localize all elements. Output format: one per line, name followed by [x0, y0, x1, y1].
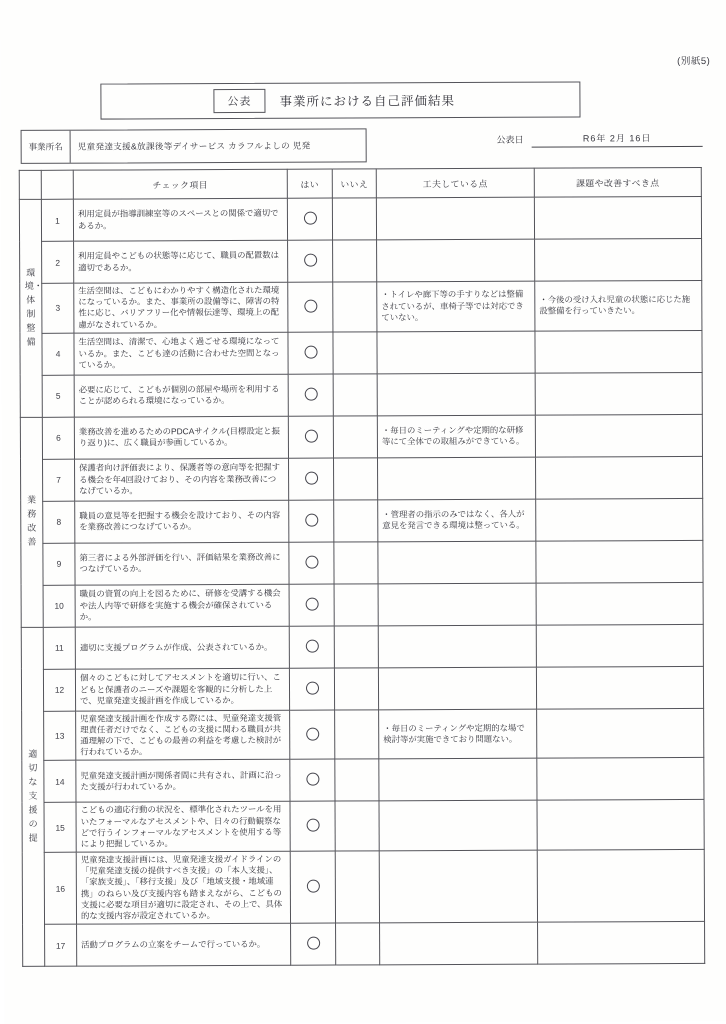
yes-circle-mark: [305, 639, 318, 652]
office-name-box: [21, 128, 367, 164]
table-row: [22, 758, 704, 803]
row-number: 16: [44, 852, 76, 924]
check-item-column-header: チェック項目: [73, 169, 287, 199]
table-row: [22, 849, 704, 924]
yes-answer-cell: [288, 332, 333, 374]
table-row: [20, 280, 702, 333]
issues-point-cell: [536, 624, 703, 667]
yes-answer-cell: [289, 500, 334, 542]
table-row: [20, 372, 702, 417]
yes-circle-mark: [304, 345, 317, 358]
category-label-text: 業務改善: [27, 495, 37, 548]
evaluation-table: [19, 167, 705, 967]
check-item-text: 第三者による外部評価を行い、評価結果を業務改善につなげているか。: [75, 542, 289, 585]
yes-answer-cell: [289, 626, 334, 668]
devised-point-cell: [379, 801, 537, 851]
row-number: 11: [43, 627, 75, 669]
category-label: [20, 417, 43, 627]
table-row: [21, 456, 703, 501]
no-answer-cell: [332, 198, 376, 240]
yes-answer-cell: [289, 668, 334, 710]
table-header-row: [19, 167, 701, 199]
yes-answer-cell: [290, 801, 335, 851]
issues-point-cell: [536, 498, 703, 541]
issues-point-cell: [535, 414, 702, 457]
no-answer-cell: [334, 500, 378, 542]
row-number: 12: [43, 669, 75, 711]
row-number: 15: [44, 803, 76, 853]
row-number: 9: [43, 543, 75, 585]
no-answer-cell: [333, 374, 377, 416]
issues-point-cell: ・今後の受け入れ児童の状態に応じた施設整備を行っていきたい。: [535, 280, 702, 330]
no-answer-cell: [334, 542, 378, 584]
devised-column-header: 工夫している点: [376, 168, 534, 198]
table-row: [21, 624, 703, 669]
check-item-text: 必要に応じて、こどもが個別の部屋や場所を利用することが認められる環境になっているか。: [74, 374, 288, 417]
yes-circle-mark: [304, 299, 317, 312]
yes-answer-cell: [291, 923, 336, 965]
table-row: [21, 666, 703, 711]
table-row: [21, 540, 703, 585]
table-row: [22, 708, 704, 761]
yes-circle-mark: [306, 727, 319, 740]
yes-answer-cell: [288, 416, 333, 458]
yes-circle-mark: [305, 681, 318, 694]
title-box: [100, 81, 580, 119]
devised-point-cell: [376, 197, 534, 240]
yes-circle-mark: [305, 555, 318, 568]
no-answer-cell: [335, 710, 379, 760]
devised-point-cell: [378, 457, 536, 500]
yes-answer-cell: [288, 282, 333, 332]
yes-answer-cell: [288, 240, 333, 282]
row-number: 4: [42, 333, 74, 375]
check-item-text: 児童発達支援計画が関係者間に共有され、計画に沿った支援が行われているか。: [76, 760, 290, 803]
yes-circle-mark: [304, 429, 317, 442]
no-answer-cell: [333, 240, 377, 282]
yes-circle-mark: [306, 819, 319, 832]
issues-point-cell: [535, 456, 702, 499]
row-number: 10: [43, 585, 75, 627]
no-answer-cell: [334, 458, 378, 500]
issues-point-cell: [534, 196, 701, 239]
check-item-text: 生活空間は、清潔で、心地よく過ごせる環境になっているか。また、こども達の活動に合わせた空間となっているか。: [74, 332, 288, 375]
table-row: [20, 330, 702, 375]
no-answer-cell: [335, 759, 379, 801]
devised-point-cell: [378, 541, 536, 584]
category-column-header: [19, 170, 41, 199]
check-item-text: 適切に支援プログラムが作成、公表されているか。: [75, 626, 289, 669]
yes-answer-cell: [290, 710, 335, 760]
check-item-text: 個々のこどもに対してアセスメントを適切に行い、こどもと保護者のニーズや課題を客観的に分析した上で、児童発達支援計画を作成しているか。: [75, 668, 289, 711]
check-item-text: 業務改善を進めるためのPDCAサイクル(目標設定と振り返り)に、広く職員が参画しているか。: [74, 416, 288, 459]
devised-point-cell: [377, 331, 535, 374]
issues-point-cell: [536, 540, 703, 583]
yes-circle-mark: [306, 880, 319, 893]
category-label-text: 適切な支援の提: [28, 748, 38, 843]
check-item-text: こどもの適応行動の状況を、標準化されたツールを用いたフォーマルなアセスメントや、日々の行動観察などで行うインフォーマルなアセスメントを使用する等により把握しているか。: [76, 802, 290, 853]
no-answer-cell: [336, 923, 380, 965]
no-answer-cell: [334, 626, 378, 668]
devised-point-cell: [379, 759, 537, 802]
yes-circle-mark: [305, 471, 318, 484]
row-number: 1: [41, 199, 73, 241]
table-row: [21, 582, 703, 627]
row-number: 5: [42, 375, 74, 417]
row-number: 13: [44, 711, 76, 761]
yes-answer-cell: [288, 374, 333, 416]
row-number: 14: [44, 761, 76, 803]
public-stamp: 公表: [213, 89, 265, 113]
yes-answer-cell: [290, 851, 335, 923]
devised-point-cell: [377, 239, 535, 282]
no-answer-cell: [335, 801, 379, 851]
table-row: [20, 414, 702, 459]
row-number: 8: [43, 501, 75, 543]
yes-circle-mark: [303, 212, 316, 225]
devised-point-cell: [377, 373, 535, 416]
office-name-label: 事業所名: [22, 131, 71, 163]
office-name-value: 児童発達支援&放課後等デイサービス カラフルよしの 児発: [77, 140, 311, 152]
table-row: [22, 800, 704, 853]
devised-point-cell: ・トイレや廊下等の手すりなどは整備されているが、車椅子等では対応できていない。: [377, 281, 535, 331]
no-answer-cell: [334, 584, 378, 626]
yes-column-header: はい: [287, 169, 332, 198]
yes-circle-mark: [305, 597, 318, 610]
devised-point-cell: ・毎日のミーティングや定期的な研修等にて全体での取組みができている。: [377, 415, 535, 458]
yes-answer-cell: [287, 198, 332, 240]
page-title: 事業所における自己評価結果: [279, 94, 455, 109]
category-label: [21, 627, 44, 966]
yes-circle-mark: [304, 254, 317, 267]
devised-point-cell: [379, 850, 537, 923]
row-number: 6: [42, 417, 74, 459]
row-number: 7: [43, 459, 75, 501]
issues-point-cell: [535, 372, 702, 415]
number-column-header: [41, 170, 73, 199]
devised-point-cell: [378, 625, 536, 668]
publish-date-value: R6年 2月 16日: [532, 131, 703, 148]
check-item-text: 職員の資質の向上を図るために、研修を受講する機会や法人内等で研修を実施する機会が確保されているか。: [75, 584, 289, 627]
issues-column-header: 課題や改善すべき点: [534, 167, 701, 197]
row-number: 3: [42, 283, 74, 333]
issues-point-cell: [537, 800, 704, 850]
check-item-text: 活動プログラムの立案をチームで行っているか。: [77, 923, 291, 966]
issues-point-cell: [538, 922, 705, 965]
category-label-text: 環境・体制整備: [24, 267, 43, 348]
row-number: 17: [45, 924, 77, 966]
check-item-text: 職員の意見等を把握する機会を設けており、その内容を業務改善につなげているか。: [75, 500, 289, 543]
issues-point-cell: [537, 849, 704, 922]
yes-answer-cell: [289, 458, 334, 500]
no-answer-cell: [334, 668, 378, 710]
corner-note: (別紙5): [677, 55, 711, 68]
no-answer-cell: [333, 332, 377, 374]
devised-point-cell: ・毎日のミーティングや定期的な場で検討等が実施できており問題ない。: [379, 709, 537, 759]
publish-date-row: [497, 131, 703, 148]
category-label: [19, 199, 42, 417]
table-row: [23, 922, 705, 967]
no-column-header: いいえ: [332, 169, 376, 198]
no-answer-cell: [335, 851, 379, 923]
issues-point-cell: [537, 758, 704, 801]
issues-point-cell: [536, 582, 703, 625]
devised-point-cell: [378, 667, 536, 710]
yes-circle-mark: [304, 387, 317, 400]
row-number: 2: [42, 241, 74, 283]
publish-date-label: 公表日: [496, 134, 524, 145]
devised-point-cell: [378, 583, 536, 626]
table-row: [19, 196, 701, 241]
issues-point-cell: [536, 666, 703, 709]
no-answer-cell: [333, 416, 377, 458]
issues-point-cell: [535, 238, 702, 281]
check-item-text: 児童発達支援計画を作成する際には、児童発達支援管理責任者だけでなく、こどもの支援に関わる職員が共通理解の下で、こどもの最善の利益を考慮した検討が行われているか。: [76, 710, 290, 761]
yes-circle-mark: [306, 773, 319, 786]
devised-point-cell: ・管理者の指示のみではなく、各人が意見を発言できる環境は整っている。: [378, 499, 536, 542]
table-row: [21, 498, 703, 543]
issues-point-cell: [537, 708, 704, 758]
yes-circle-mark: [305, 513, 318, 526]
check-item-text: 利用定員が指導訓練室等のスペースとの関係で適切であるか。: [73, 198, 287, 241]
devised-point-cell: [380, 922, 538, 965]
issues-point-cell: [535, 330, 702, 373]
check-item-text: 保護者向け評価表により、保護者等の意向等を把握する機会を年4回設けており、その内容を業務改善につなげているか。: [75, 458, 289, 501]
yes-answer-cell: [290, 759, 335, 801]
yes-answer-cell: [289, 584, 334, 626]
table-row: [20, 238, 702, 283]
yes-answer-cell: [289, 542, 334, 584]
no-answer-cell: [333, 282, 377, 332]
check-item-text: 利用定員やこどもの状態等に応じて、職員の配置数は適切であるか。: [74, 240, 288, 283]
check-item-text: 生活空間は、こどもにわかりやすく構造化された環境になっているか。また、事業所の設備等に、障害の特性に応じ、バリアフリー化や情報伝達等、環境上の配慮がなされているか。: [74, 282, 288, 333]
check-item-text: 児童発達支援計画には、児童発達支援ガイドラインの「児童発達支援の提供すべき支援」の「本人支援」、「家族支援」、「移行支援」及び「地域支援・地域連携」のねらい及び支援内容も踏まえながら、こどもの支援に必要な項目が適切に設定され、その上で、具体的な支援内容が設定されているか。: [76, 851, 290, 924]
yes-circle-mark: [307, 937, 320, 950]
